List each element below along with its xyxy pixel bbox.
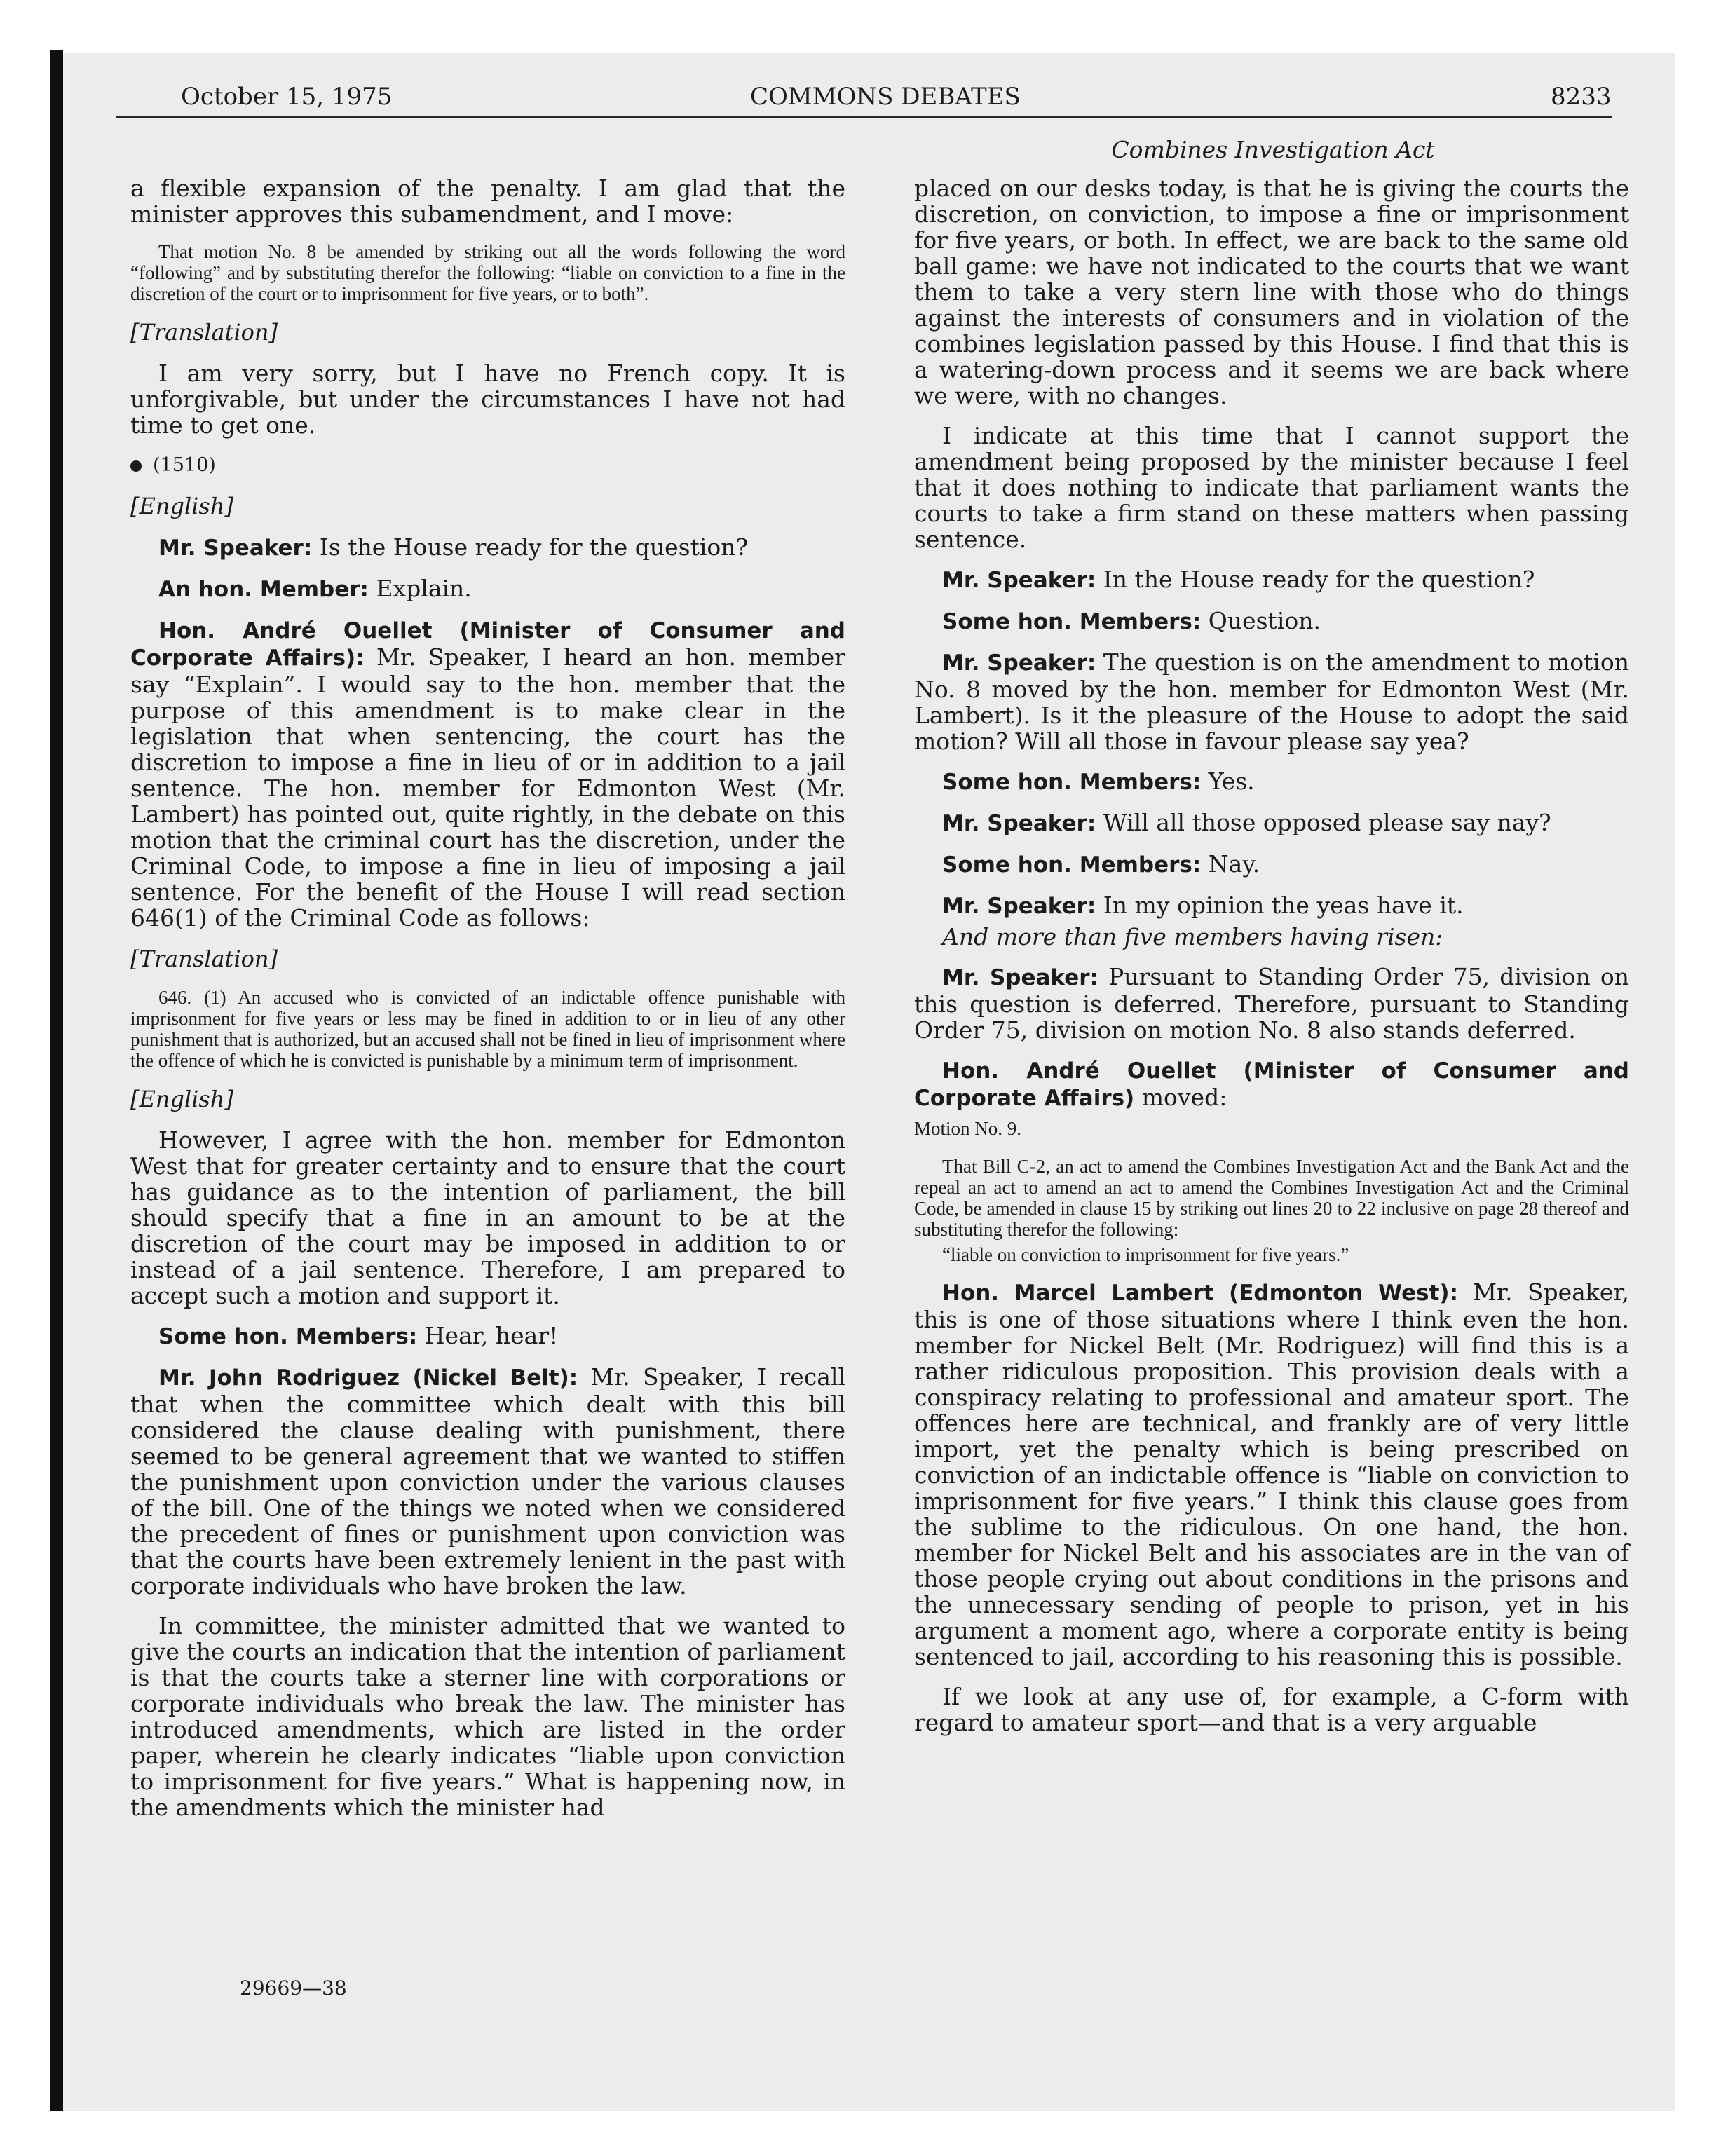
speech [914,566,1629,594]
header-rule [116,116,1612,118]
speech-text: Yes. [1208,767,1255,795]
scan-edge-bar [50,50,63,2111]
speech-text: Explain. [376,575,472,602]
paragraph: a flexible expansion of the penalty. I am glad that the minister approves this subamendment, and I move: [130,175,845,228]
speech [914,892,1629,920]
speech [914,649,1629,754]
speech-text: In my opinion the yeas have it. [1103,892,1464,919]
speech-text: Will all those opposed please say nay? [1103,809,1551,836]
speech [914,964,1629,1043]
speaker-name: Mr. Speaker: [942,568,1096,593]
paragraph: If we look at any use of, for example, a C-form with regard to amateur sport—and that is a very arguable [914,1683,1629,1736]
speech-text: Nay. [1208,850,1260,878]
speaker-name: Some hon. Members: [942,609,1202,634]
speaker-name: Mr. Speaker: [158,535,313,561]
motion-quote: That Bill C-2, an act to amend the Combines Investigation Act and the Bank Act and the repeal an act to amend an act to amend the Combines Investigation Act and the Criminal Code, be amended in clause 15 by striking out lines 20 to 22 inclusive on page 28 thereof and substituting therefor the following: [914,1156,1629,1240]
speaker-name: Some hon. Members: [942,852,1202,878]
speech-text: Hear, hear! [424,1322,559,1349]
speech [914,768,1629,796]
paragraph: placed on our desks today, is that he is giving the courts the discretion, on conviction, to impose a fine or imprisonment for five years, or both. In effect, we are back to the same old ball game: we have not indicated to the courts that we want them to take a very stern line with those who do things against the interests of consumers and in violation of the combines legislation passed by this House. I find that this is a watering-down process and it seems we are back where we were, with no changes. [914,175,1629,409]
speech [130,1323,845,1350]
speech-text: Mr. Speaker, I heard an hon. member say “Explain”. I would say to the hon. member that the purpose of this amendment is to make clear in the legislation that when sentencing, the court has the discretion to impose a fine in lieu of or in addition to a jail sentence. The hon. member for Edmonton West (Mr. Lambert) has pointed out, quite rightly, in the debate on this motion that the criminal court has the discretion, under the Criminal Code, to impose a fine in lieu of imposing a jail sentence. For the benefit of the House I will read section 646(1) of the Criminal Code as follows: [130,643,845,932]
language-marker: [Translation] [130,946,278,972]
header-date: October 15, 1975 [181,83,393,111]
speech [914,1057,1629,1112]
speech-text: The question is on the amendment to motion No. 8 moved by the hon. member for Edmonton West (Mr. Lambert). Is it the pleasure of the House to adopt the said motion? Will all those in favour please say yea? [914,648,1629,755]
section-subject: Combines Investigation Act [1111,136,1435,163]
header-page-number: 8233 [1551,83,1612,111]
motion-quote: That motion No. 8 be amended by striking out all the words following the word “following” and by substituting therefor the following: “liable on conviction to a fine in the discretion of the court or to imprisonment for five years, or to both”. [130,241,845,304]
speaker-name: An hon. Member: [158,577,369,602]
procedural-note: And more than five members having risen: [942,923,1443,950]
speech [914,1279,1629,1670]
speaker-name: Hon. Marcel Lambert (Edmonton West): [942,1281,1458,1306]
left-column [130,175,845,1834]
paragraph: I indicate at this time that I cannot support the amendment being proposed by the minister because I feel that it does nothing to indicate that parliament wants the courts to take a firm stand on these matters when passing sentence. [914,422,1629,553]
speaker-name: Mr. Speaker: [942,894,1096,919]
paragraph: In committee, the minister admitted that we wanted to give the courts an indication that the intention of parliament is that the courts take a sterner line with corporations or corporate individuals who break the law. The minister has introduced amendments, which are listed in the order paper, wherein he clearly indicates “liable upon conviction to imprisonment for five years.” What is happening now, in the amendments which the minister had [130,1612,845,1821]
speech [914,608,1629,635]
footer-code: 29669—38 [240,1977,347,2000]
speech-text: Pursuant to Standing Order 75, division on this question is deferred. Therefore, pursuant to Standing Order 75, division on motion No. 8 also stands deferred. [914,963,1629,1044]
motion-label: Motion No. 9. [914,1118,1022,1139]
paragraph: I am very sorry, but I have no French copy. It is unforgivable, but under the circumstances I have not had time to get one. [130,360,845,439]
speaker-name: Some hon. Members: [942,770,1202,795]
speech [130,534,845,561]
header-publication: COMMONS DEBATES [750,83,1021,111]
speaker-name: Mr. Speaker: [942,965,1098,990]
speech-text: In the House ready for the question? [1103,566,1535,593]
speaker-name: Hon. André Ouellet (Minister of Consumer and Corporate Affairs) [914,1058,1629,1111]
speech [130,1364,845,1599]
speech-text: moved: [1141,1084,1227,1111]
paragraph: However, I agree with the hon. member for Edmonton West that for greater certainty and to ensure that the court has guidance as to the intention of parliament, the bill should specify that a fine in an amount to be at the discretion of the court may be imposed in addition to or instead of a jail sentence. Therefore, I am prepared to accept such a motion and support it. [130,1126,845,1309]
speaker-name: Hon. André Ouellet (Minister of Consumer and Corporate Affairs): [130,618,845,671]
language-marker: [English] [130,493,233,519]
speech-text: Mr. Speaker, this is one of those situations where I think even the hon. member for Nickel Belt (Mr. Rodriguez) will find this is a rather ridiculous proposition. This provision deals with a conspiracy relating to professional and amateur sport. The offences here are technical, and frankly are of very little import, yet the penalty which is being prescribed on conviction of an indictable offence is “liable on conviction to imprisonment for five years.” I think this clause goes from the sublime to the ridiculous. On one hand, the hon. member for Nickel Belt and his associates are in the van of those people crying out about conditions in the prisons and the unnecessary sending of people to prison, yet in his argument a moment ago, where a corporate entity is being sentenced to jail, according to his reasoning this is possible. [914,1278,1629,1670]
speaker-name: Some hon. Members: [158,1324,418,1349]
speaker-name: Mr. Speaker: [942,811,1096,836]
right-column [914,175,1629,1749]
time-stamp: (1510) [153,454,216,476]
speech-text: Mr. Speaker, I recall that when the committee which dealt with this bill considered the clause dealing with punishment, there seemed to be general agreement that we wanted to stiffen the punishment upon conviction under the various clauses of the bill. One of the things we noted when we considered the precedent of fines or punishment upon conviction was that the courts have been extremely lenient in the past with corporate individuals who have broken the law. [130,1363,845,1599]
bullet-icon [130,460,142,472]
time-marker [130,452,845,478]
speech [130,575,845,603]
language-marker: [English] [130,1086,233,1112]
speaker-name: Mr. Speaker: [942,650,1096,676]
speech-text: Question. [1208,607,1321,634]
speech [914,810,1629,837]
speech-text: Is the House ready for the question? [319,533,749,561]
speech [914,851,1629,878]
language-marker: [Translation] [130,319,278,346]
speech [130,617,845,931]
speaker-name: Mr. John Rodriguez (Nickel Belt): [158,1365,578,1391]
motion-quote: “liable on conviction to imprisonment for five years.” [942,1244,1349,1265]
code-quote: 646. (1) An accused who is convicted of an indictable offence punishable with imprisonment for five years or less may be fined in addition to or in lieu of any other punishment that is authorized, but an accused shall not be fined in lieu of imprisonment where the offence of which he is convicted is punishable by a minimum term of imprisonment. [130,987,845,1071]
